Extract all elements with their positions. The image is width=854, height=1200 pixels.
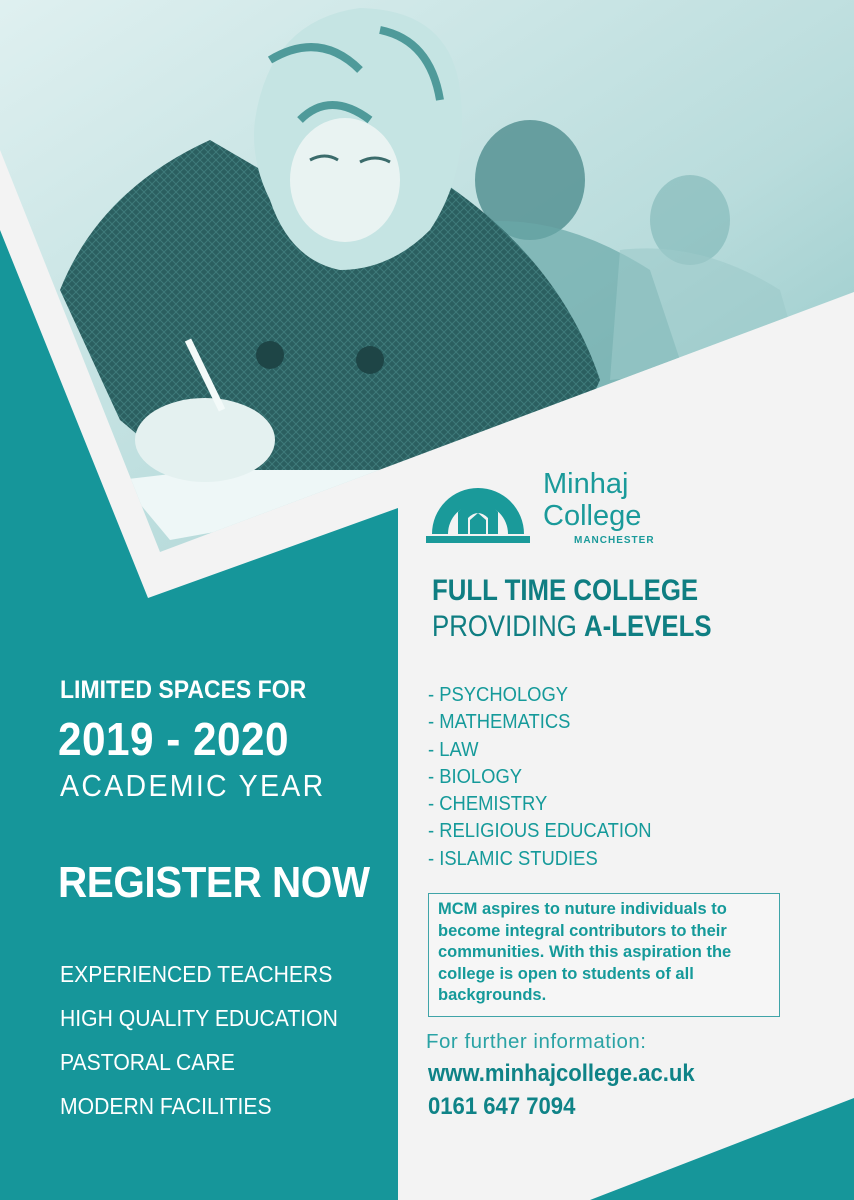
subject-item: - MATHEMATICS	[428, 711, 571, 734]
further-info-label: For further information:	[426, 1030, 647, 1053]
subject-item: - RELIGIOUS EDUCATION	[428, 820, 652, 843]
limited-spaces-label: LIMITED SPACES FOR	[60, 676, 307, 704]
subject-item: - BIOLOGY	[428, 765, 523, 788]
feature-list	[60, 960, 362, 1136]
heading-prefix: PROVIDING	[432, 610, 584, 643]
subject-item: - PSYCHOLOGY	[428, 684, 569, 706]
subject-list	[428, 682, 671, 873]
feature-item: EXPERIENCED TEACHERS	[60, 961, 333, 987]
academic-years: 2019 - 2020	[58, 713, 289, 765]
subject-item: - ISLAMIC STUDIES	[428, 847, 598, 870]
subject-item: - CHEMISTRY	[428, 793, 548, 816]
academic-year-label: ACADEMIC YEAR	[60, 768, 326, 803]
mission-statement-box	[428, 893, 780, 1017]
college-name-line1: Minhaj	[543, 468, 629, 500]
feature-item: HIGH QUALITY EDUCATION	[60, 1005, 338, 1031]
feature-item: MODERN FACILITIES	[60, 1093, 272, 1119]
register-now-heading: REGISTER NOW	[58, 858, 370, 907]
college-name	[543, 468, 641, 532]
providing-a-levels-heading	[432, 610, 712, 644]
full-time-college-heading: FULL TIME COLLEGE	[432, 574, 699, 607]
heading-a-levels: A-LEVELS	[583, 610, 712, 643]
website-link[interactable]: www.minhajcollege.ac.uk	[428, 1060, 695, 1087]
college-location: MANCHESTER	[574, 535, 655, 546]
subject-item: - LAW	[428, 738, 479, 761]
mission-statement-text: MCM aspires to nuture individuals to become integral contributors to their communities. With this aspiration the college is open to students of all backgrounds.	[438, 900, 732, 1004]
college-name-line2: College	[543, 500, 642, 532]
college-logo-icon	[426, 460, 530, 546]
phone-number[interactable]: 0161 647 7094	[428, 1093, 576, 1120]
feature-item: PASTORAL CARE	[60, 1049, 235, 1075]
